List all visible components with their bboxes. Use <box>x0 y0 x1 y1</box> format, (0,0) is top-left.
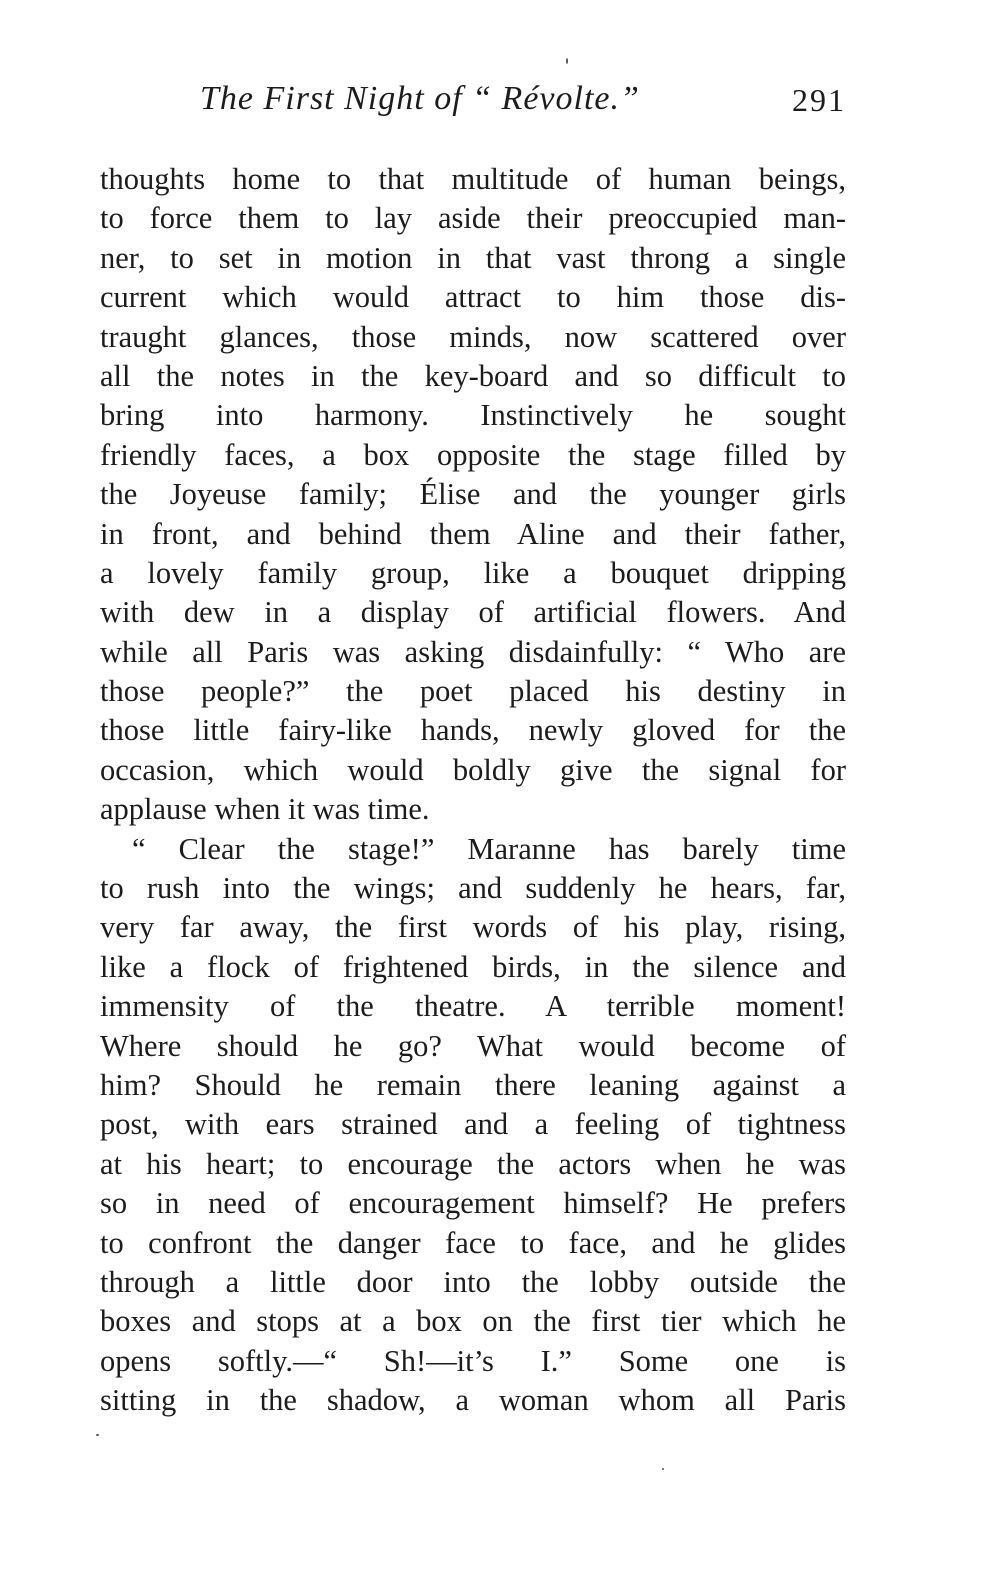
text-line: in front, and behind them Aline and their father, <box>100 516 846 551</box>
text-line: friendly faces, a box opposite the stage filled by <box>100 437 846 472</box>
text-line: opens softly.—“ Sh!—it’s I.” Some one is <box>100 1343 846 1378</box>
text-line: to rush into the wings; and suddenly he hears, far, <box>100 871 846 906</box>
text-line: at his heart; to encourage the actors when he was <box>100 1146 846 1181</box>
text-line: those little fairy-like hands, newly gloved for the <box>100 713 846 748</box>
ink-speck-left <box>96 1434 99 1436</box>
text-line: to confront the danger face to face, and he glides <box>100 1225 846 1260</box>
text-line: boxes and stops at a box on the first tier which he <box>100 1304 846 1339</box>
text-line: thoughts home to that multitude of human beings, <box>100 162 846 196</box>
text-line: so in need of encouragement himself? He prefers <box>100 1186 846 1221</box>
text-line: all the notes in the key-board and so difficult to <box>100 358 846 393</box>
text-line: him? Should he remain there leaning against a <box>100 1067 846 1102</box>
body-text <box>100 160 846 1421</box>
text-line: traught glances, those minds, now scattered over <box>100 319 846 354</box>
text-line: sitting in the shadow, a woman whom all Paris <box>100 1383 846 1418</box>
text-line: very far away, the first words of his play, rising, <box>100 910 846 945</box>
text-line: post, with ears strained and a feeling of tightness <box>100 1107 846 1142</box>
text-line: like a flock of frightened birds, in the silence and <box>100 949 846 984</box>
text-line: those people?” the poet placed his destiny in <box>100 674 846 709</box>
text-line: immensity of the theatre. A terrible moment! <box>100 989 846 1024</box>
text-line: the Joyeuse family; Élise and the younger girls <box>100 477 846 512</box>
text-line: with dew in a display of artificial flowers. And <box>100 595 846 630</box>
text-line: Where should he go? What would become of <box>100 1028 846 1063</box>
paragraph-2 <box>100 830 846 1421</box>
text-line: current which would attract to him those dis- <box>100 280 846 315</box>
running-head <box>100 80 846 126</box>
text-line: bring into harmony. Instinctively he sought <box>100 398 846 433</box>
text-line: applause when it was time. <box>100 792 430 827</box>
text-line: occasion, which would boldly give the signal for <box>100 752 846 787</box>
page-number: 291 <box>792 82 846 118</box>
ink-speck-bottom <box>662 1468 664 1470</box>
text-line: a lovely family group, like a bouquet dripping <box>100 555 846 590</box>
ink-speck-top <box>566 58 568 64</box>
paragraph-1 <box>100 160 846 830</box>
text-line: through a little door into the lobby outside the <box>100 1264 846 1299</box>
text-line: to force them to lay aside their preoccupied man- <box>100 201 846 236</box>
running-title: The First Night of “ Révolte.” <box>200 80 640 117</box>
text-line: while all Paris was asking disdainfully: “ Who are <box>100 634 846 669</box>
text-line: “ Clear the stage!” Maranne has barely time <box>132 831 846 866</box>
text-line: ner, to set in motion in that vast throng a single <box>100 240 846 275</box>
